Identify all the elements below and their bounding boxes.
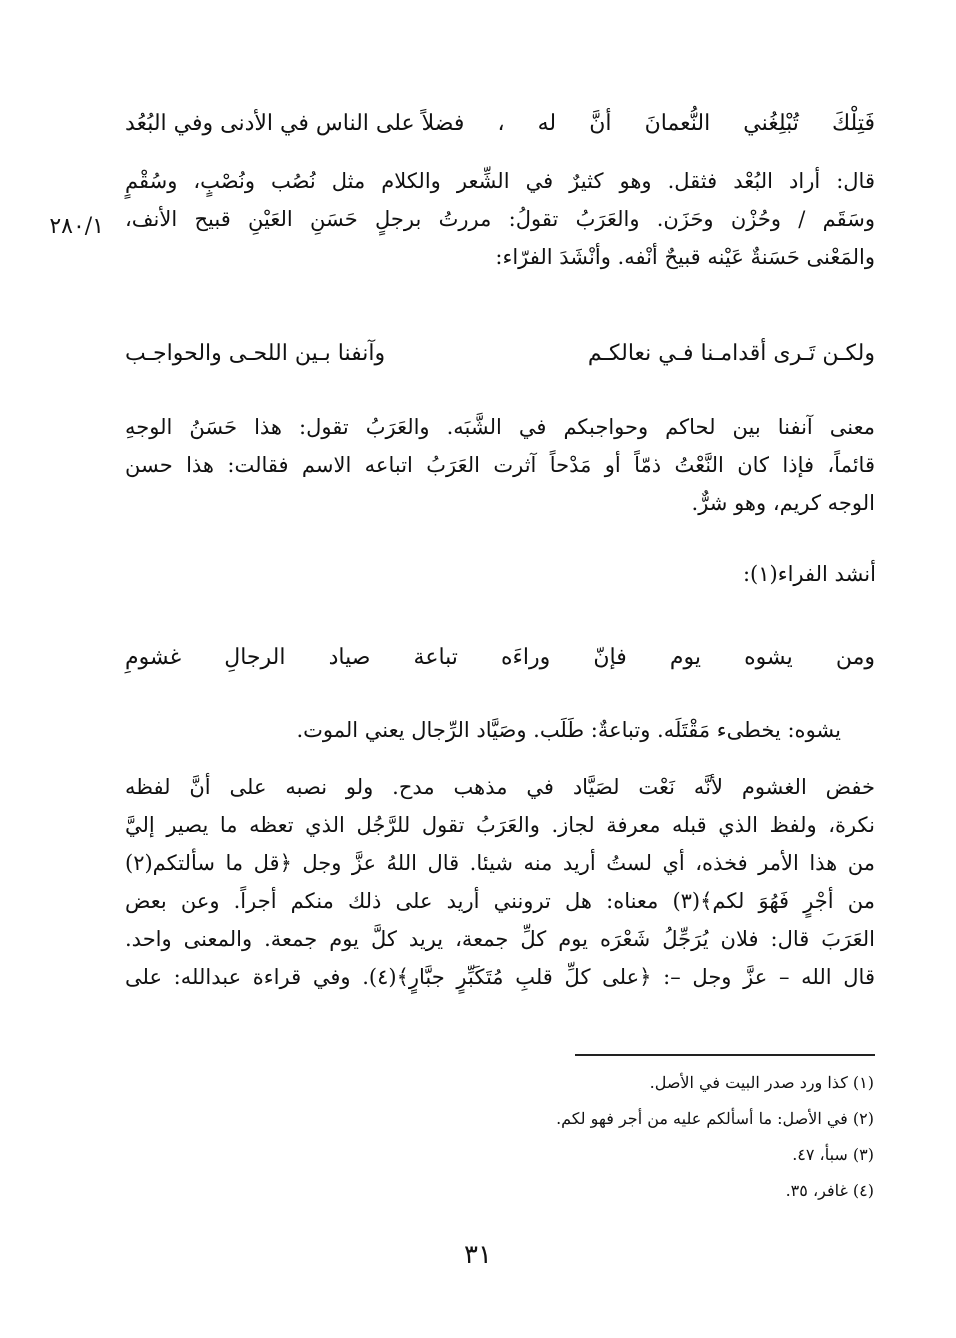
verse-word: ،: [497, 111, 505, 136]
footnote-1: (١) كذا ورد صدر البيت في الأصل.: [649, 1073, 874, 1092]
verse-word: أنَّ: [589, 111, 612, 136]
verse-word: فَتِلْكَ: [832, 111, 875, 136]
footnote-separator: [575, 1054, 875, 1056]
verse-word: الرجالِ: [224, 645, 286, 670]
footnote-3: (٣) سبأ، ٤٧.: [792, 1145, 874, 1164]
verse-word: وراءَه: [501, 645, 551, 670]
paragraph-1: [125, 162, 875, 276]
paragraph-2: [125, 408, 875, 522]
text-line: خفض الغشوم لأنَّه نَعْت لصَيَّاد في مذهب مدح. ولو نصبه على أنَّ لفظه: [125, 775, 875, 799]
text-line: والمَعْنى حَسَنةٌ عَيْنه قبيحٌ أنْفه. وأنْشَدَ الفرّاء:: [495, 245, 875, 269]
footnote-2: (٢) في الأصل: ما أسألكم عليه من أجر فهو لكم.: [556, 1109, 874, 1128]
verse-line-1: [125, 108, 875, 140]
margin-reference: ٢٨٠/١: [49, 214, 104, 239]
verse-word: له: [537, 111, 557, 136]
verse-word: غشومِ: [125, 645, 182, 670]
text-line: نكرة، ولفظ الذي قبله معرفة لجاز. والعَرَبُ تقول للرَّجُل الذي تعظه ما يصير إليَّ: [125, 813, 875, 837]
text-line: وسَقَم / وحُزْن وحَزَن. والعَرَبُ تقولُ: مررتُ برجلٍ حَسَنِ العَيْنِ قبيح الأنف،: [125, 207, 875, 231]
verse-word: تباعة: [413, 645, 458, 670]
gloss-line: يشوه: يخطىء مَقْتَلَه. وتباعةٌ: طَلَب. وصَيَّاد الرِّجال يعني الموت.: [296, 718, 841, 742]
paragraph-3: [125, 768, 875, 996]
text-line: قائماً، فإذا كان النَّعْتُ ذمّاً أو مَدْحاً آثرت العَرَبُ اتباعه الاسم فقالت: هذا حسن: [125, 453, 875, 477]
text-line: من أجْرٍ فَهُوَ لكم﴾(٣) معناه: هل ترونني أريد على ذلك منكم أجراً. وعن بعض: [125, 889, 875, 913]
page-number: ٣١: [464, 1240, 492, 1270]
text-line: الوجه كريم، وهو شرٌّ.: [691, 491, 875, 515]
text-line: قال الله – عزَّ وجل –: ﴿على كلِّ قلبِ مُتَكَبِّرٍ جبَّارٍ﴾(٤). وفي قراءة عبدالله: على: [125, 965, 875, 989]
verse-word: تُبْلِغُني: [743, 111, 799, 136]
recitation-intro: أنشد الفراء(١):: [742, 562, 876, 586]
verse-word: يوم: [669, 645, 701, 670]
text-line: قال: أراد البُعْد فثقل. وهو كثيرٌ في الشِّعر والكلام مثل نُصُب ونُصْبٍ، وسُقْمٍ: [125, 169, 875, 193]
verse-word: يشوه: [744, 645, 793, 670]
text-line: من هذا الأمر فخذه، أي لستُ أريد منه شيئا. قال اللهُ عزَّ وجل ﴿قل ما سألتكم(٢): [125, 851, 875, 875]
verse-line-3: [125, 642, 875, 674]
verse-word: فضلاً على الناس في الأدنى وفي البُعُد: [125, 111, 465, 136]
verse-word: ومن: [835, 645, 875, 670]
footnote-4: (٤) غافر، ٣٥.: [785, 1181, 874, 1200]
verse-word: فإنّ: [593, 645, 627, 670]
text-line: معنى آنفنا بين لحاكم وحواجبكم في الشَّبَه. والعَرَبُ تقول: هذا حَسَنُ الوجهِ: [125, 415, 875, 439]
verse-word: النُّعمانَ: [644, 111, 711, 136]
verse-word: صياد: [328, 645, 371, 670]
text-line: العَرَبَ قال: فلان يُرَجِّلُ شَعْرَه يوم كلِّ جمعة، يريد كلَّ يوم جمعة. والمعنى واحد.: [125, 927, 875, 951]
verse-hemistich-first: ولكـن تَـرى أقدامـنا فـي نعالكـم: [587, 341, 875, 366]
verse-hemistich-second: وآنفنا بـين اللحـى والحواجـب: [125, 341, 386, 366]
verse-line-2: [125, 338, 875, 370]
